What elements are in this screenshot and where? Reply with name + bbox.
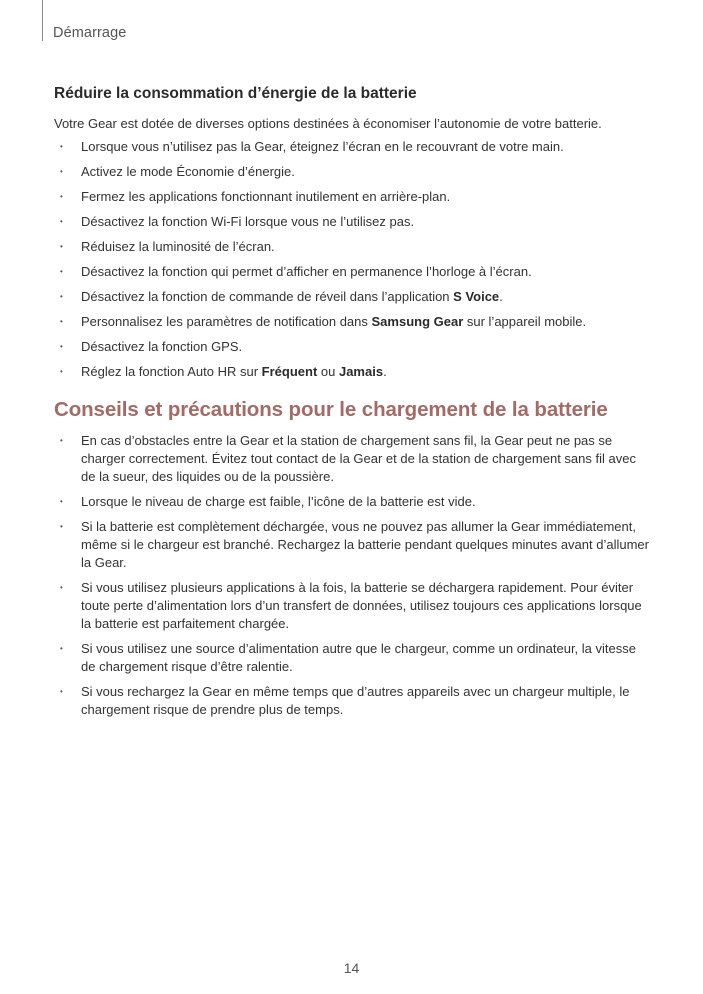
battery-saving-heading: Réduire la consommation d’énergie de la batterie (54, 85, 417, 102)
list-item: • Lorsque le niveau de charge est faible, l’icône de la batterie est vide. (54, 493, 654, 511)
item-text: ou (317, 364, 339, 379)
list-item: • Fermez les applications fonctionnant inutilement en arrière-plan. (54, 188, 654, 206)
item-text: sur l’appareil mobile. (463, 314, 587, 329)
header-rule (42, 0, 43, 41)
list-item-s-voice (54, 288, 654, 306)
item-text: Réglez la fonction Auto HR sur (81, 364, 262, 379)
option-frequent: Fréquent (261, 364, 318, 379)
item-text: Désactivez la fonction de commande de réveil dans l’application (81, 289, 454, 304)
battery-saving-list (54, 138, 654, 381)
page-number: 14 (343, 960, 360, 976)
chapter-header: Démarrage (53, 25, 127, 41)
list-item: • Désactivez la fonction qui permet d’afficher en permanence l’horloge à l’écran. (54, 263, 654, 281)
item-text: Personnalisez les paramètres de notification dans (81, 314, 372, 329)
list-item: • Lorsque vous n’utilisez pas la Gear, éteignez l’écran en le recouvrant de votre main. (54, 138, 654, 156)
list-item-gps: • Désactivez la fonction GPS. (54, 338, 654, 356)
list-item: • Si vous rechargez la Gear en même temps que d’autres appareils avec un chargeur multiple, le chargement risque de prendre plus de temps. (54, 683, 654, 719)
app-name-samsung-gear: Samsung Gear (371, 314, 464, 329)
list-item: • Désactivez la fonction Wi-Fi lorsque vous ne l’utilisez pas. (54, 213, 654, 231)
option-never: Jamais (338, 364, 384, 379)
list-item-auto-hr (54, 363, 654, 381)
charging-tips-list (54, 432, 654, 719)
list-item: • Si la batterie est complètement déchargée, vous ne pouvez pas allumer la Gear immédiatement, même si le chargeur est branché. Rechargez la batterie pendant quelques minutes avant d’allumer la Gear. (54, 518, 654, 572)
list-item: • Réduisez la luminosité de l’écran. (54, 238, 654, 256)
page-content (54, 82, 654, 726)
list-item: • Si vous utilisez plusieurs applications à la fois, la batterie se déchargera rapidement. Pour éviter toute perte d’alimentation lors d’un transfert de données, utilisez toujours ces applications lorsque la batterie est parfaitement chargée. (54, 579, 654, 633)
list-item-notifications (54, 313, 654, 331)
charging-tips-heading: Conseils et précautions pour le chargement de la batterie (54, 398, 608, 421)
app-name-s-voice: S Voice (453, 289, 500, 304)
item-text: . (383, 364, 387, 379)
battery-saving-intro: Votre Gear est dotée de diverses options destinées à économiser l’autonomie de votre batterie. (54, 116, 602, 131)
list-item: • En cas d’obstacles entre la Gear et la station de chargement sans fil, la Gear peut ne pas se charger correctement. Évitez tout contact de la Gear et de la station de chargement sans fil avec de la sueur, des liquides ou de la poussière. (54, 432, 654, 486)
list-item: • Si vous utilisez une source d’alimentation autre que le chargeur, comme un ordinateur, la vitesse de chargement risque d’être ralentie. (54, 640, 654, 676)
item-text: . (499, 289, 503, 304)
list-item: • Activez le mode Économie d’énergie. (54, 163, 654, 181)
